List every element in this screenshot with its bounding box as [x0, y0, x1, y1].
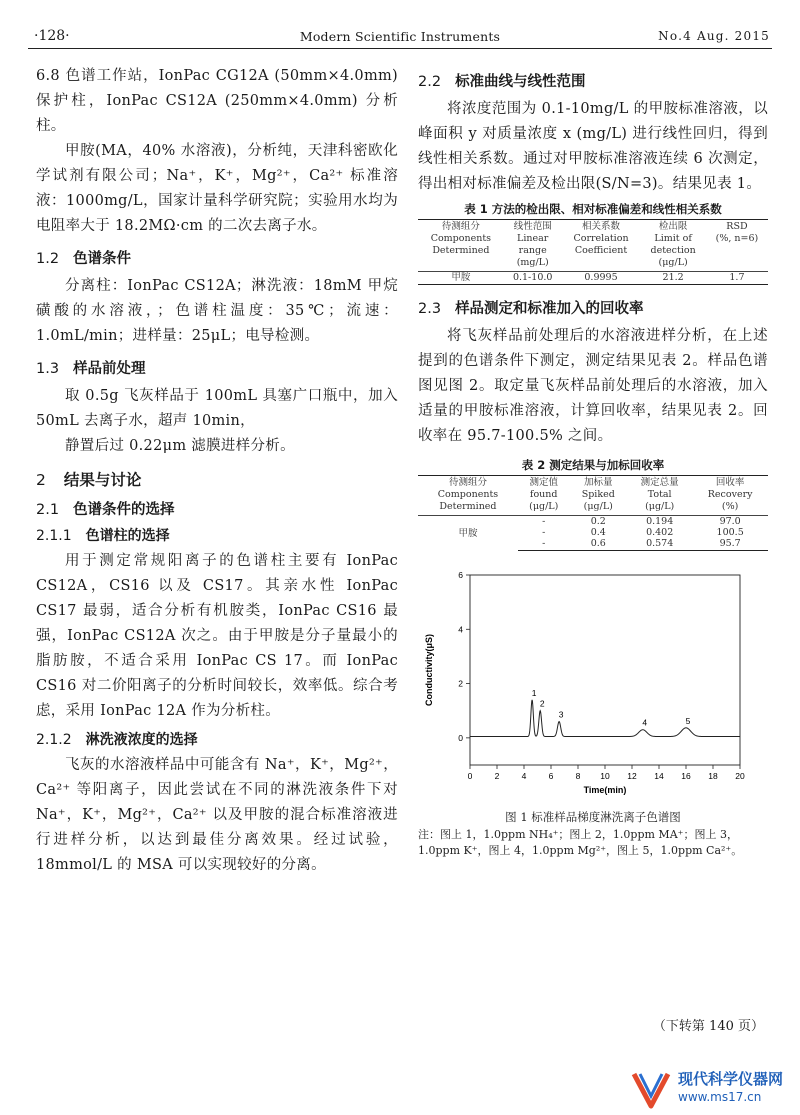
section-title: 样品测定和标准加入的回收率 [455, 301, 644, 317]
section-number: 2.1 [36, 502, 60, 518]
paragraph-reagents: 甲胺(MA，40% 水溶液)，分析纯，天津科密欧化学试剂有限公司；Na⁺，K⁺，Mg²⁺，Ca²⁺ 标准溶液：1000mg/L，国家计量科学研究院；实验用水均为电阻率大于 18.2MΩ·cm 的二次去离子水。 [36, 143, 398, 234]
table-header-row [418, 476, 768, 516]
table-header-cell: 回收率 Recovery (%) [692, 476, 768, 516]
issue-info: No.4 Aug. 2015 [658, 29, 770, 43]
section-number: 2.1.1 [36, 528, 72, 544]
section-number: 2 [36, 471, 46, 489]
peak-label: 5 [685, 715, 691, 726]
table-header-cell: 检出限 Limit of detection (μg/L) [640, 220, 706, 272]
peak-label: 1 [531, 687, 537, 698]
figure-caption: 图 1 标准样品梯度淋洗离子色谱图 [505, 810, 681, 824]
x-tick-label: 18 [708, 771, 718, 781]
y-axis-label: Conductivity(μS) [424, 633, 434, 707]
paragraph-eluent: 飞灰的水溶液样品中可能含有 Na⁺，K⁺，Mg²⁺，Ca²⁺ 等阳离子，因此尝试在不同的淋洗液条件下对 Na⁺，K⁺，Mg²⁺，Ca²⁺ 以及甲胺的混合标准溶液进行进样分析，以达到最佳分离效果。经过试验，18mmol/L 的 MSA 可以实现较好的分离。 [36, 757, 398, 873]
table-header-cell: 测定值 found (μg/L) [518, 476, 570, 516]
section-number: 1.3 [36, 361, 60, 377]
paragraph-filter: 静置后过 0.22μm 滤膜进样分析。 [65, 438, 295, 454]
table-cell: 0.6 [569, 538, 627, 551]
x-tick-label: 2 [494, 771, 500, 781]
table-cell: 0.9995 [562, 272, 641, 285]
y-tick-label: 2 [458, 678, 463, 689]
table-header-cell: 测定总量 Total (μg/L) [627, 476, 692, 516]
section-title: 样品前处理 [73, 361, 146, 377]
table-header-cell: 线性范围 Linear range (mg/L) [504, 220, 562, 272]
paragraph-recovery: 将飞灰样品前处理后的水溶液进样分析，在上述提到的色谱条件下测定，测定结果见表 2。样品色谱图见图 2。取定量飞灰样品前处理后的水溶液，加入适量的甲胺标准溶液，计算回收率，结果见表 2。回收率在 95.7-100.5% 之间。 [418, 328, 768, 444]
section-number: 2.2 [418, 74, 442, 90]
section-heading-2 [36, 468, 398, 490]
peak-label: 3 [558, 709, 564, 720]
left-column [36, 64, 398, 878]
section-heading-2-1 [36, 498, 398, 519]
x-tick-label: 10 [600, 771, 610, 781]
figure-note: 注：图上 1，1.0ppm NH₄⁺；图上 2，1.0ppm MA⁺；图上 3，1.0ppm K⁺，图上 4，1.0ppm Mg²⁺，图上 5，1.0ppm Ca²⁺。 [418, 828, 743, 857]
paragraph-linearity: 将浓度范围为 0.1-10mg/L 的甲胺标准溶液，以峰面积 y 对质量浓度 x (mg/L) 进行线性回归，得到线性相关系数。通过对甲胺标准溶液连续 6 次测定，得出相对标准偏差及检出限(S/N=3)。结果见表 1。 [418, 101, 768, 192]
x-tick-label: 20 [735, 771, 745, 781]
section-heading-2-2 [418, 70, 768, 91]
table-header-cell: 相关系数 Correlation Coefficient [562, 220, 641, 272]
x-tick-label: 12 [627, 771, 637, 781]
section-number: 2.3 [418, 301, 442, 317]
table-cell: - [542, 516, 546, 527]
table-2 [418, 475, 768, 551]
table-cell: 95.7 [692, 538, 768, 551]
journal-name: Modern Scientific Instruments [299, 29, 501, 44]
section-heading-2-1-2 [36, 729, 398, 749]
table-header-cell: RSD (%, n=6) [706, 220, 768, 272]
chromatogram-chart [418, 565, 768, 805]
table-cell: - [518, 538, 570, 551]
section-title: 色谱条件 [73, 251, 132, 267]
table-header-row [418, 220, 768, 272]
site-logo [628, 1066, 798, 1111]
section-heading-2-3 [418, 297, 768, 318]
paragraph-pretreatment: 取 0.5g 飞灰样品于 100mL 具塞广口瓶中，加入 50mL 去离子水，超声 10min， [36, 388, 398, 429]
table-1 [418, 219, 768, 285]
section-title: 淋洗液浓度的选择 [85, 732, 198, 748]
table-cell: 0.1-10.0 [504, 272, 562, 285]
table-header-cell: 加标量 Spiked (μg/L) [569, 476, 627, 516]
table-cell: 100.5 [716, 527, 744, 538]
logo-url: www.ms17.cn [678, 1090, 762, 1104]
table-cell: 甲胺 [418, 272, 504, 285]
section-number: 1.2 [36, 251, 60, 267]
table-1-caption: 表 1 方法的检出限、相对标准偏差和线性相关系数 [464, 202, 722, 216]
page-number: ·128· [34, 28, 70, 44]
section-title: 色谱柱的选择 [85, 528, 170, 544]
peak-label: 2 [539, 698, 545, 709]
x-tick-label: 4 [521, 771, 527, 781]
table-cell: 1.7 [706, 272, 768, 285]
x-axis-label: Time(min) [583, 785, 627, 795]
running-header [28, 26, 772, 48]
table-cell: 甲胺 [458, 527, 478, 539]
section-number: 2.1.2 [36, 732, 72, 748]
chromatogram-trace [470, 700, 740, 737]
paragraph-column-choice: 用于测定常规阳离子的色谱柱主要有 IonPac CS12A，CS16 以及 CS17。其亲水性 IonPac CS17 最弱，适合分析有机胺类，IonPac CS16 最强，IonPac CS12A 次之。由于甲胺是分子量最小的脂肪胺，不适合采用 IonPac CS 17。而 IonPac CS16 对二价阳离子的分析时间较长，效率低。综合考虑，采用 IonPac 12A 作为分析柱。 [36, 553, 398, 719]
logo-text: 现代科学仪器网 [678, 1070, 784, 1088]
table-header-cell: 待测组分 Components Determined [418, 220, 504, 272]
section-title: 色谱条件的选择 [73, 502, 175, 518]
section-title: 标准曲线与线性范围 [455, 74, 586, 90]
paragraph-columns: 6.8 色谱工作站，IonPac CG12A (50mm×4.0mm)保护柱，IonPac CS12A (250mm×4.0mm) 分析柱。 [36, 68, 398, 134]
x-tick-label: 16 [681, 771, 691, 781]
table-cell: 97.0 [719, 516, 741, 527]
table-cell: - [542, 527, 546, 538]
table-header-cell: 待测组分 Components Determined [418, 476, 518, 516]
section-heading-2-1-1 [36, 525, 398, 545]
section-title: 结果与讨论 [63, 471, 142, 489]
table-cell: 0.574 [627, 538, 692, 551]
table-cell: 0.194 [646, 516, 674, 527]
section-heading-1-2 [36, 247, 398, 268]
y-tick-label: 0 [458, 732, 463, 743]
paragraph-conditions: 分离柱：IonPac CS12A；淋洗液：18mM 甲烷磺酸的水溶液，；色谱柱温度：35℃；流速：1.0mL/min；进样量：25μL；电导检测。 [36, 278, 398, 344]
logo-emblem-icon [628, 1066, 674, 1110]
table-cell: 0.4 [590, 527, 606, 538]
table-row [418, 516, 768, 528]
x-tick-label: 8 [575, 771, 581, 781]
table-cell: 21.2 [640, 272, 706, 285]
y-tick-label: 6 [458, 570, 463, 580]
table-row [418, 272, 768, 285]
table-cell: 0.402 [646, 527, 674, 538]
x-tick-label: 0 [467, 771, 473, 781]
continued-note: （下转第 140 页） [652, 1019, 764, 1034]
table-2-caption: 表 2 测定结果与加标回收率 [521, 458, 665, 472]
y-tick-label: 4 [458, 624, 463, 635]
peak-label: 4 [642, 717, 648, 728]
x-tick-label: 6 [548, 771, 554, 781]
right-column [418, 64, 768, 859]
x-tick-label: 14 [654, 771, 664, 781]
header-rule [28, 48, 772, 49]
section-heading-1-3 [36, 357, 398, 378]
table-cell: 0.2 [590, 516, 606, 527]
